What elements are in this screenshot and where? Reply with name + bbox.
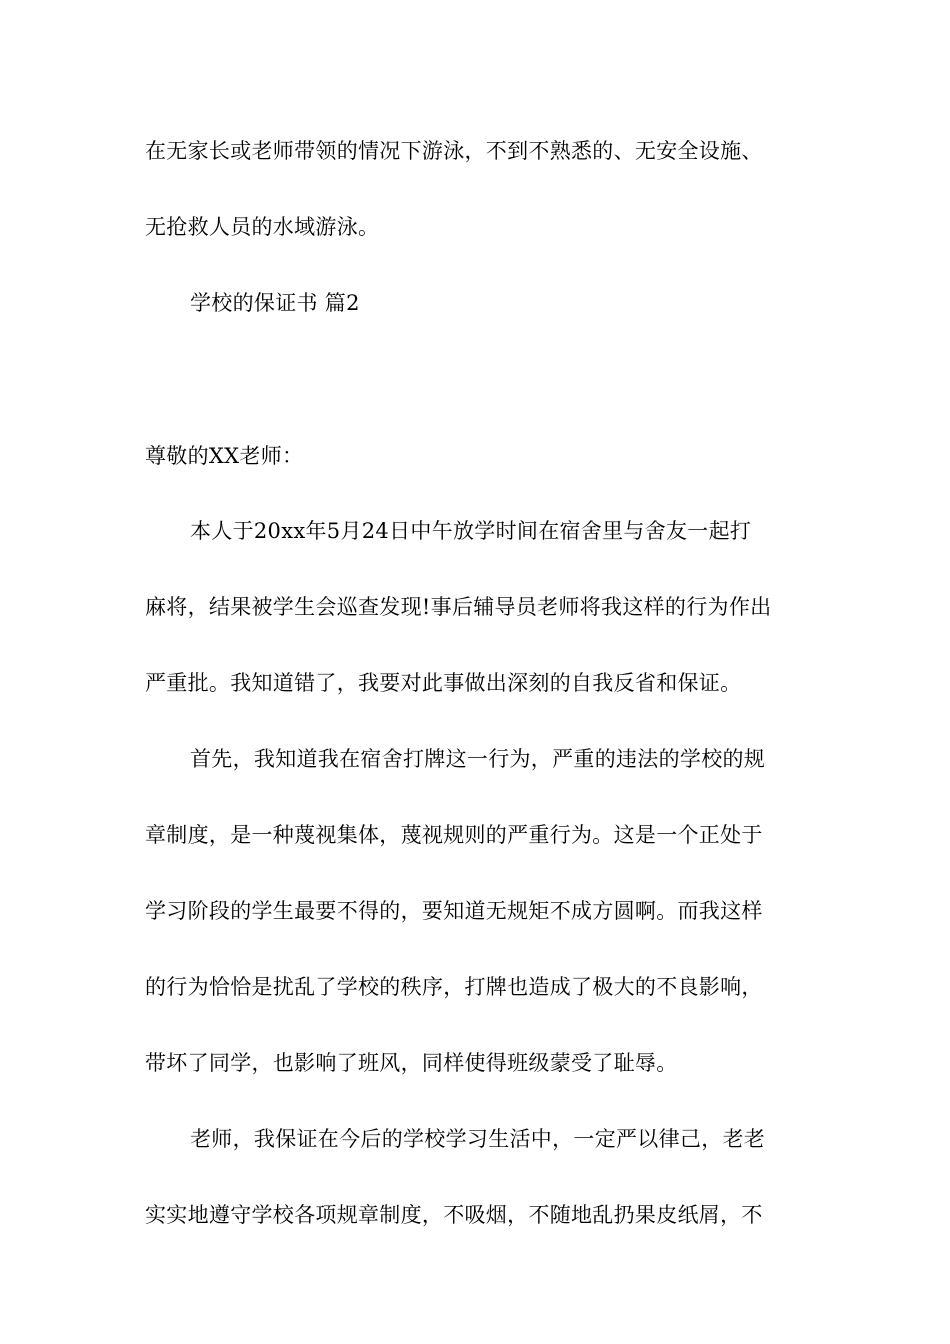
paragraph-line: 实实地遵守学校各项规章制度，不吸烟，不随地乱扔果皮纸屑，不 <box>145 1203 763 1227</box>
paragraph-line: 学习阶段的学生最要不得的，要知道无规矩不成方圆啊。而我这样 <box>145 899 763 923</box>
paragraph-line: 带坏了同学，也影响了班风，同样使得班级蒙受了耻辱。 <box>145 1051 678 1075</box>
salutation: 尊敬的XX老师： <box>145 444 304 468</box>
paragraph-line: 在无家长或老师带领的情况下游泳，不到不熟悉的、无安全设施、 <box>145 139 763 163</box>
paragraph-line: 老师，我保证在今后的学校学习生活中，一定严以律己，老老 <box>190 1127 766 1151</box>
paragraph-line: 首先，我知道我在宿舍打牌这一行为，严重的违法的学校的规 <box>190 747 766 771</box>
section-heading: 学校的保证书 篇2 <box>190 291 360 315</box>
paragraph-line: 的行为恰恰是扰乱了学校的秩序，打牌也造成了极大的不良影响， <box>145 975 763 999</box>
paragraph-line: 麻将，结果被学生会巡查发现!事后辅导员老师将我这样的行为作出 <box>145 595 772 619</box>
paragraph-line: 章制度，是一种蔑视集体，蔑视规则的严重行为。这是一个正处于 <box>145 823 763 847</box>
paragraph-line: 无抢救人员的水域游泳。 <box>145 215 380 239</box>
paragraph-line: 严重批。我知道错了，我要对此事做出深刻的自我反省和保证。 <box>145 671 742 695</box>
paragraph-line: 本人于20xx年5月24日中午放学时间在宿舍里与舍友一起打 <box>190 519 752 543</box>
